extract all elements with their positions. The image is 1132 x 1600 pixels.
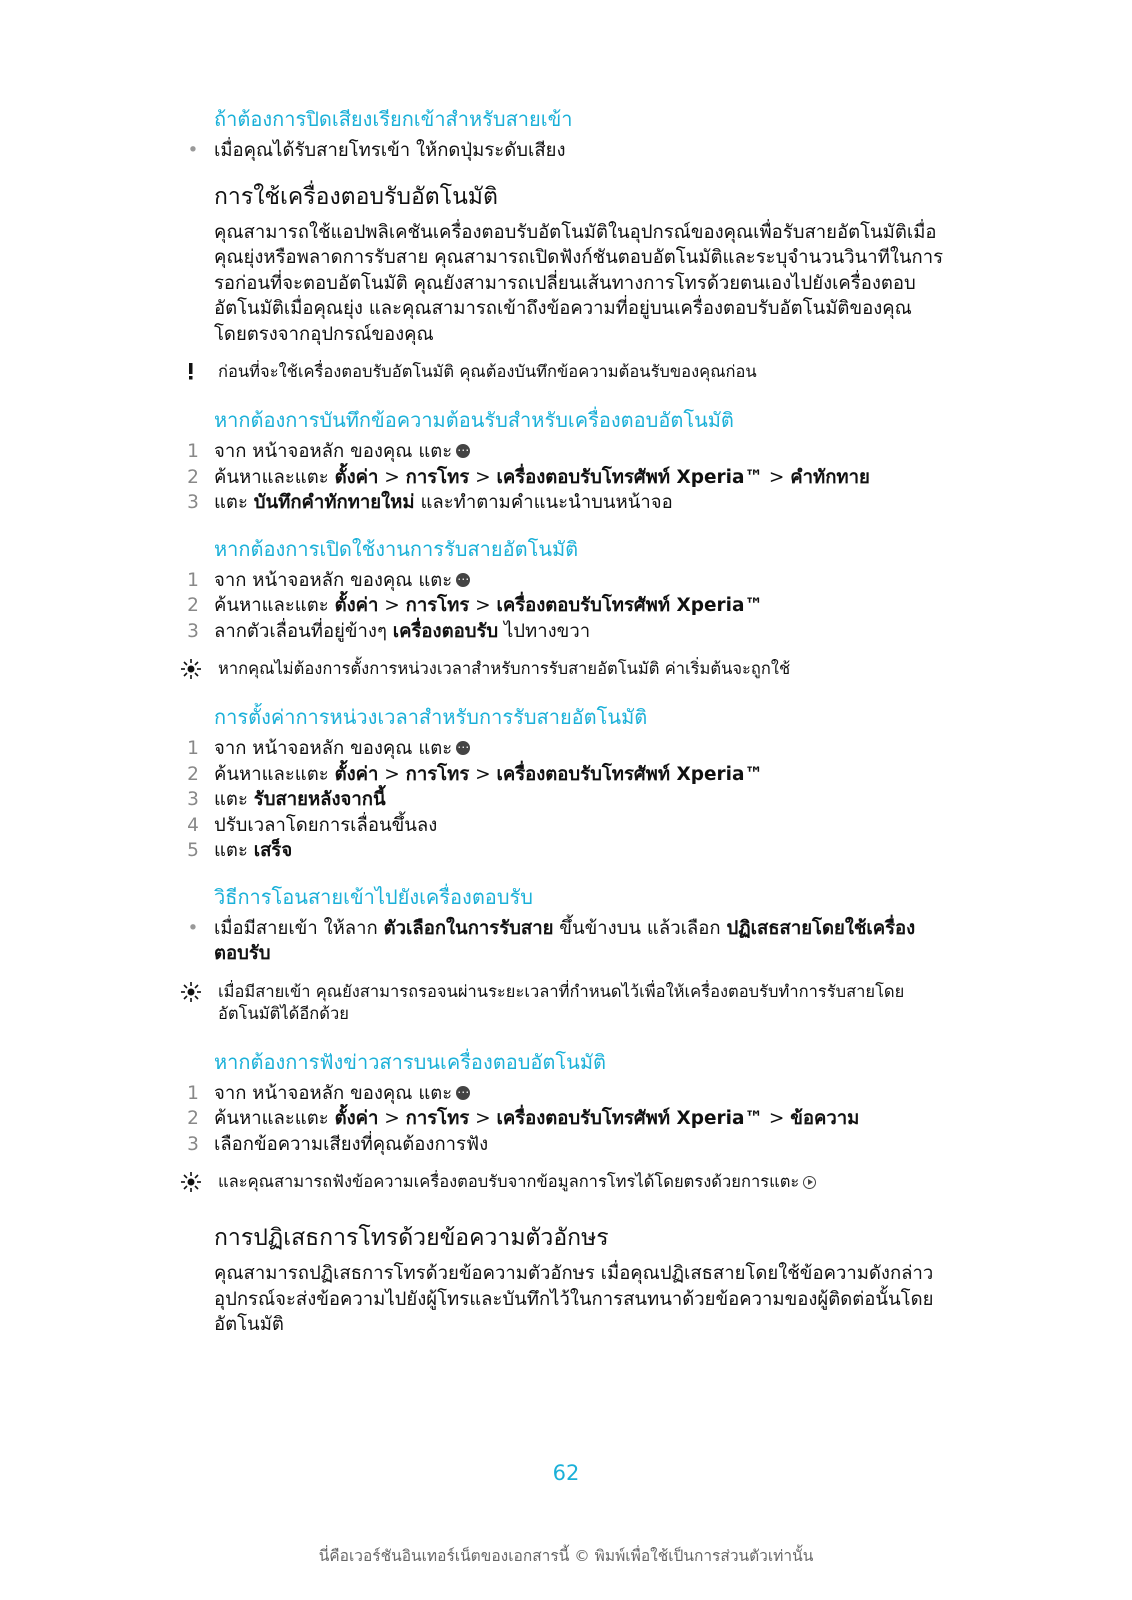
step-item [187,1132,944,1158]
tip-note [218,658,944,680]
lightbulb-icon [180,981,206,1003]
menu-xperia-answering: เครื่องตอบรับโทรศัพท์ Xperia™ [496,1108,763,1129]
menu-xperia-answering: เครื่องตอบรับโทรศัพท์ Xperia™ [496,466,763,488]
lightbulb-icon [180,658,206,680]
step-number: 1 [187,441,199,462]
separator: > [763,466,791,488]
paragraph: คุณสามารถใช้แอปพลิเคชันเครื่องตอบรับอัตโนมัติในอุปกรณ์ของคุณเพื่อรับสายอัตโนมัติเมื่อคุณยุ่งหรือพลาดการรับสาย คุณสามารถเปิดฟังก์ชันตอบอัตโนมัติและระบุจำนวนวินาทีในการรอก่อนที่จะตอบอัตโนมัติ คุณยังสามารถเปลี่ยนเส้นทางการโทรด้วยตนเองไปยังเครื่องตอบอัตโนมัติเมื่อคุณยุ่ง และคุณสามารถเข้าถึงข้อความที่อยู่บนเครื่องตอบรับอัตโนมัติของคุณโดยตรงจากอุปกรณ์ของคุณ [214,221,944,345]
step-item [187,593,944,619]
menu-messages: ข้อความ [790,1108,860,1129]
step-text: ค้นหาและแตะ [214,466,329,488]
lightbulb-icon [180,1171,206,1193]
subheading-listen-messages: หากต้องการฟังข่าวสารบนเครื่องตอบอัตโนมัติ [214,1049,606,1074]
menu-settings: ตั้งค่า [334,595,379,616]
menu-settings: ตั้งค่า [334,1108,379,1129]
note-text: ก่อนที่จะใช้เครื่องตอบรับอัตโนมัติ คุณต้องบันทึกข้อความต้อนรับของคุณก่อน [218,362,757,381]
step-text: ไปทางขวา [498,620,591,642]
step-number: 1 [187,1082,199,1104]
play-icon [803,1176,816,1189]
apps-icon [456,444,470,458]
bullet-text: เมื่อมีสายเข้า ให้ลาก [214,917,378,939]
menu-record-new: บันทึกคำทักทายใหม่ [253,492,415,513]
footer-note: นี่คือเวอร์ชันอินเทอร์เน็ตของเอกสารนี้ © พิมพ์เพื่อใช้เป็นการส่วนตัวเท่านั้น [318,1547,814,1565]
step-number: 3 [187,620,199,642]
step-number: 2 [187,595,199,616]
step-number: 3 [187,492,199,513]
subheading-enable-auto-answer: หากต้องการเปิดใช้งานการรับสายอัตโนมัติ [214,536,579,561]
separator: > [378,466,406,488]
bullet-item [187,916,944,967]
menu-settings: ตั้งค่า [334,466,379,488]
step-item [187,813,944,839]
step-text: ค้นหาและแตะ [214,763,329,785]
step-number: 1 [187,738,199,759]
bullet-item [187,138,944,164]
step-item [187,762,944,788]
step-number: 1 [187,569,199,591]
content [187,106,944,1338]
menu-calls: การโทร [405,1108,470,1129]
separator: > [469,763,497,785]
separator: > [378,763,406,785]
menu-calls: การโทร [405,595,470,616]
separator: > [469,466,497,488]
step-text: ค้นหาและแตะ [214,595,329,616]
step-item [187,465,944,491]
step-text: และทำตามคำแนะนำบนหน้าจอ [414,492,673,513]
bullet-icon: • [187,917,199,939]
subheading-record-greeting: หากต้องการบันทึกข้อความต้อนรับสำหรับเครื่องตอบอัตโนมัติ [214,408,734,432]
menu-answer-options: ตัวเลือกในการรับสาย [383,917,554,939]
tip-note [218,1171,944,1193]
bullet-text: ขึ้นข้างบน แล้วเลือก [553,917,721,939]
separator: > [763,1108,791,1129]
menu-decline-with-answering: ปฏิเสธสายโดยใช้เครื่องตอบรับ [214,917,916,964]
step-item [187,490,944,516]
tip-text: และคุณสามารถฟังข้อความเครื่องตอบรับจากข้อมูลการโทรได้โดยตรงด้วยการแตะ [218,1172,800,1191]
step-number: 3 [187,1133,199,1155]
exclamation-icon [180,361,206,383]
subheading-set-delay: การตั้งค่าการหน่วงเวลาสำหรับการรับสายอัตโนมัติ [214,705,648,729]
paragraph: คุณสามารถปฏิเสธการโทรด้วยข้อความตัวอักษร เมื่อคุณปฏิเสธสายโดยใช้ข้อความดังกล่าว อุปกรณ์จะส่งข้อความไปยังผู้โทรและบันทึกไว้ในการสนทนาด้วยข้อความของผู้ติดต่อนั้นโดยอัตโนมัติ [214,1263,934,1335]
step-text: ลากตัวเลื่อนที่อยู่ข้างๆ [214,620,387,642]
apps-icon [456,1086,470,1100]
step-text: แตะ [214,789,248,810]
step-text: แตะ [214,492,248,513]
subheading-divert-call: วิธีการโอนสายเข้าไปยังเครื่องตอบรับ [214,884,533,909]
step-text: ปรับเวลาโดยการเลื่อนขึ้นลง [214,814,438,836]
menu-pick-up-after: รับสายหลังจากนี้ [253,789,386,810]
menu-done: เสร็จ [253,840,293,861]
step-text: เลือกข้อความเสียงที่คุณต้องการฟัง [214,1133,489,1155]
separator: > [378,595,406,616]
tip-note [218,981,944,1025]
menu-xperia-answering: เครื่องตอบรับโทรศัพท์ Xperia™ [496,763,763,785]
step-text: จาก หน้าจอหลัก ของคุณ แตะ [214,1082,453,1104]
menu-answering-machine: เครื่องตอบรับ [392,620,499,642]
bullet-icon: • [187,140,199,161]
tip-text: หากคุณไม่ต้องการตั้งการหน่วงเวลาสำหรับการรับสายอัตโนมัติ ค่าเริ่มต้นจะถูกใช้ [218,659,791,678]
separator: > [378,1108,406,1129]
bullet-text: เมื่อคุณได้รับสายโทรเข้า ให้กดปุ่มระดับเสียง [214,140,566,161]
subheading-mute-ringtone: ถ้าต้องการปิดเสียงเรียกเข้าสำหรับสายเข้า [214,107,573,131]
step-number: 2 [187,763,199,785]
step-number: 5 [187,840,199,861]
step-item [187,1106,944,1132]
separator: > [469,1108,497,1129]
step-number: 2 [187,466,199,488]
menu-calls: การโทร [405,466,470,488]
page-number: 62 [552,1461,580,1485]
heading-reject-with-text: การปฏิเสธการโทรด้วยข้อความตัวอักษร [214,1225,609,1251]
step-item [187,568,944,594]
step-text: จาก หน้าจอหลัก ของคุณ แตะ [214,441,453,462]
step-text: จาก หน้าจอหลัก ของคุณ แตะ [214,569,453,591]
menu-settings: ตั้งค่า [334,763,379,785]
menu-calls: การโทร [405,763,470,785]
step-text: แตะ [214,840,248,861]
step-item [187,619,944,645]
step-text: จาก หน้าจอหลัก ของคุณ แตะ [214,738,453,759]
step-text: ค้นหาและแตะ [214,1108,329,1129]
warning-note [218,361,944,383]
menu-xperia-answering: เครื่องตอบรับโทรศัพท์ Xperia™ [496,595,763,616]
menu-greetings: คำทักทาย [790,466,870,488]
step-number: 2 [187,1108,199,1129]
heading-answering-machine: การใช้เครื่องตอบรับอัตโนมัติ [214,183,498,210]
step-item [187,736,944,762]
apps-icon [456,573,470,587]
separator: > [469,595,497,616]
step-item [187,439,944,465]
step-number: 3 [187,789,199,810]
step-item [187,1081,944,1107]
tip-text: เมื่อมีสายเข้า คุณยังสามารถรอจนผ่านระยะเวลาที่กำหนดไว้เพื่อให้เครื่องตอบรับทำการรับสายโดยอัตโนมัติได้อีกด้วย [218,981,905,1023]
step-item [187,787,944,813]
apps-icon [456,741,470,755]
step-item [187,838,944,864]
step-number: 4 [187,814,199,836]
